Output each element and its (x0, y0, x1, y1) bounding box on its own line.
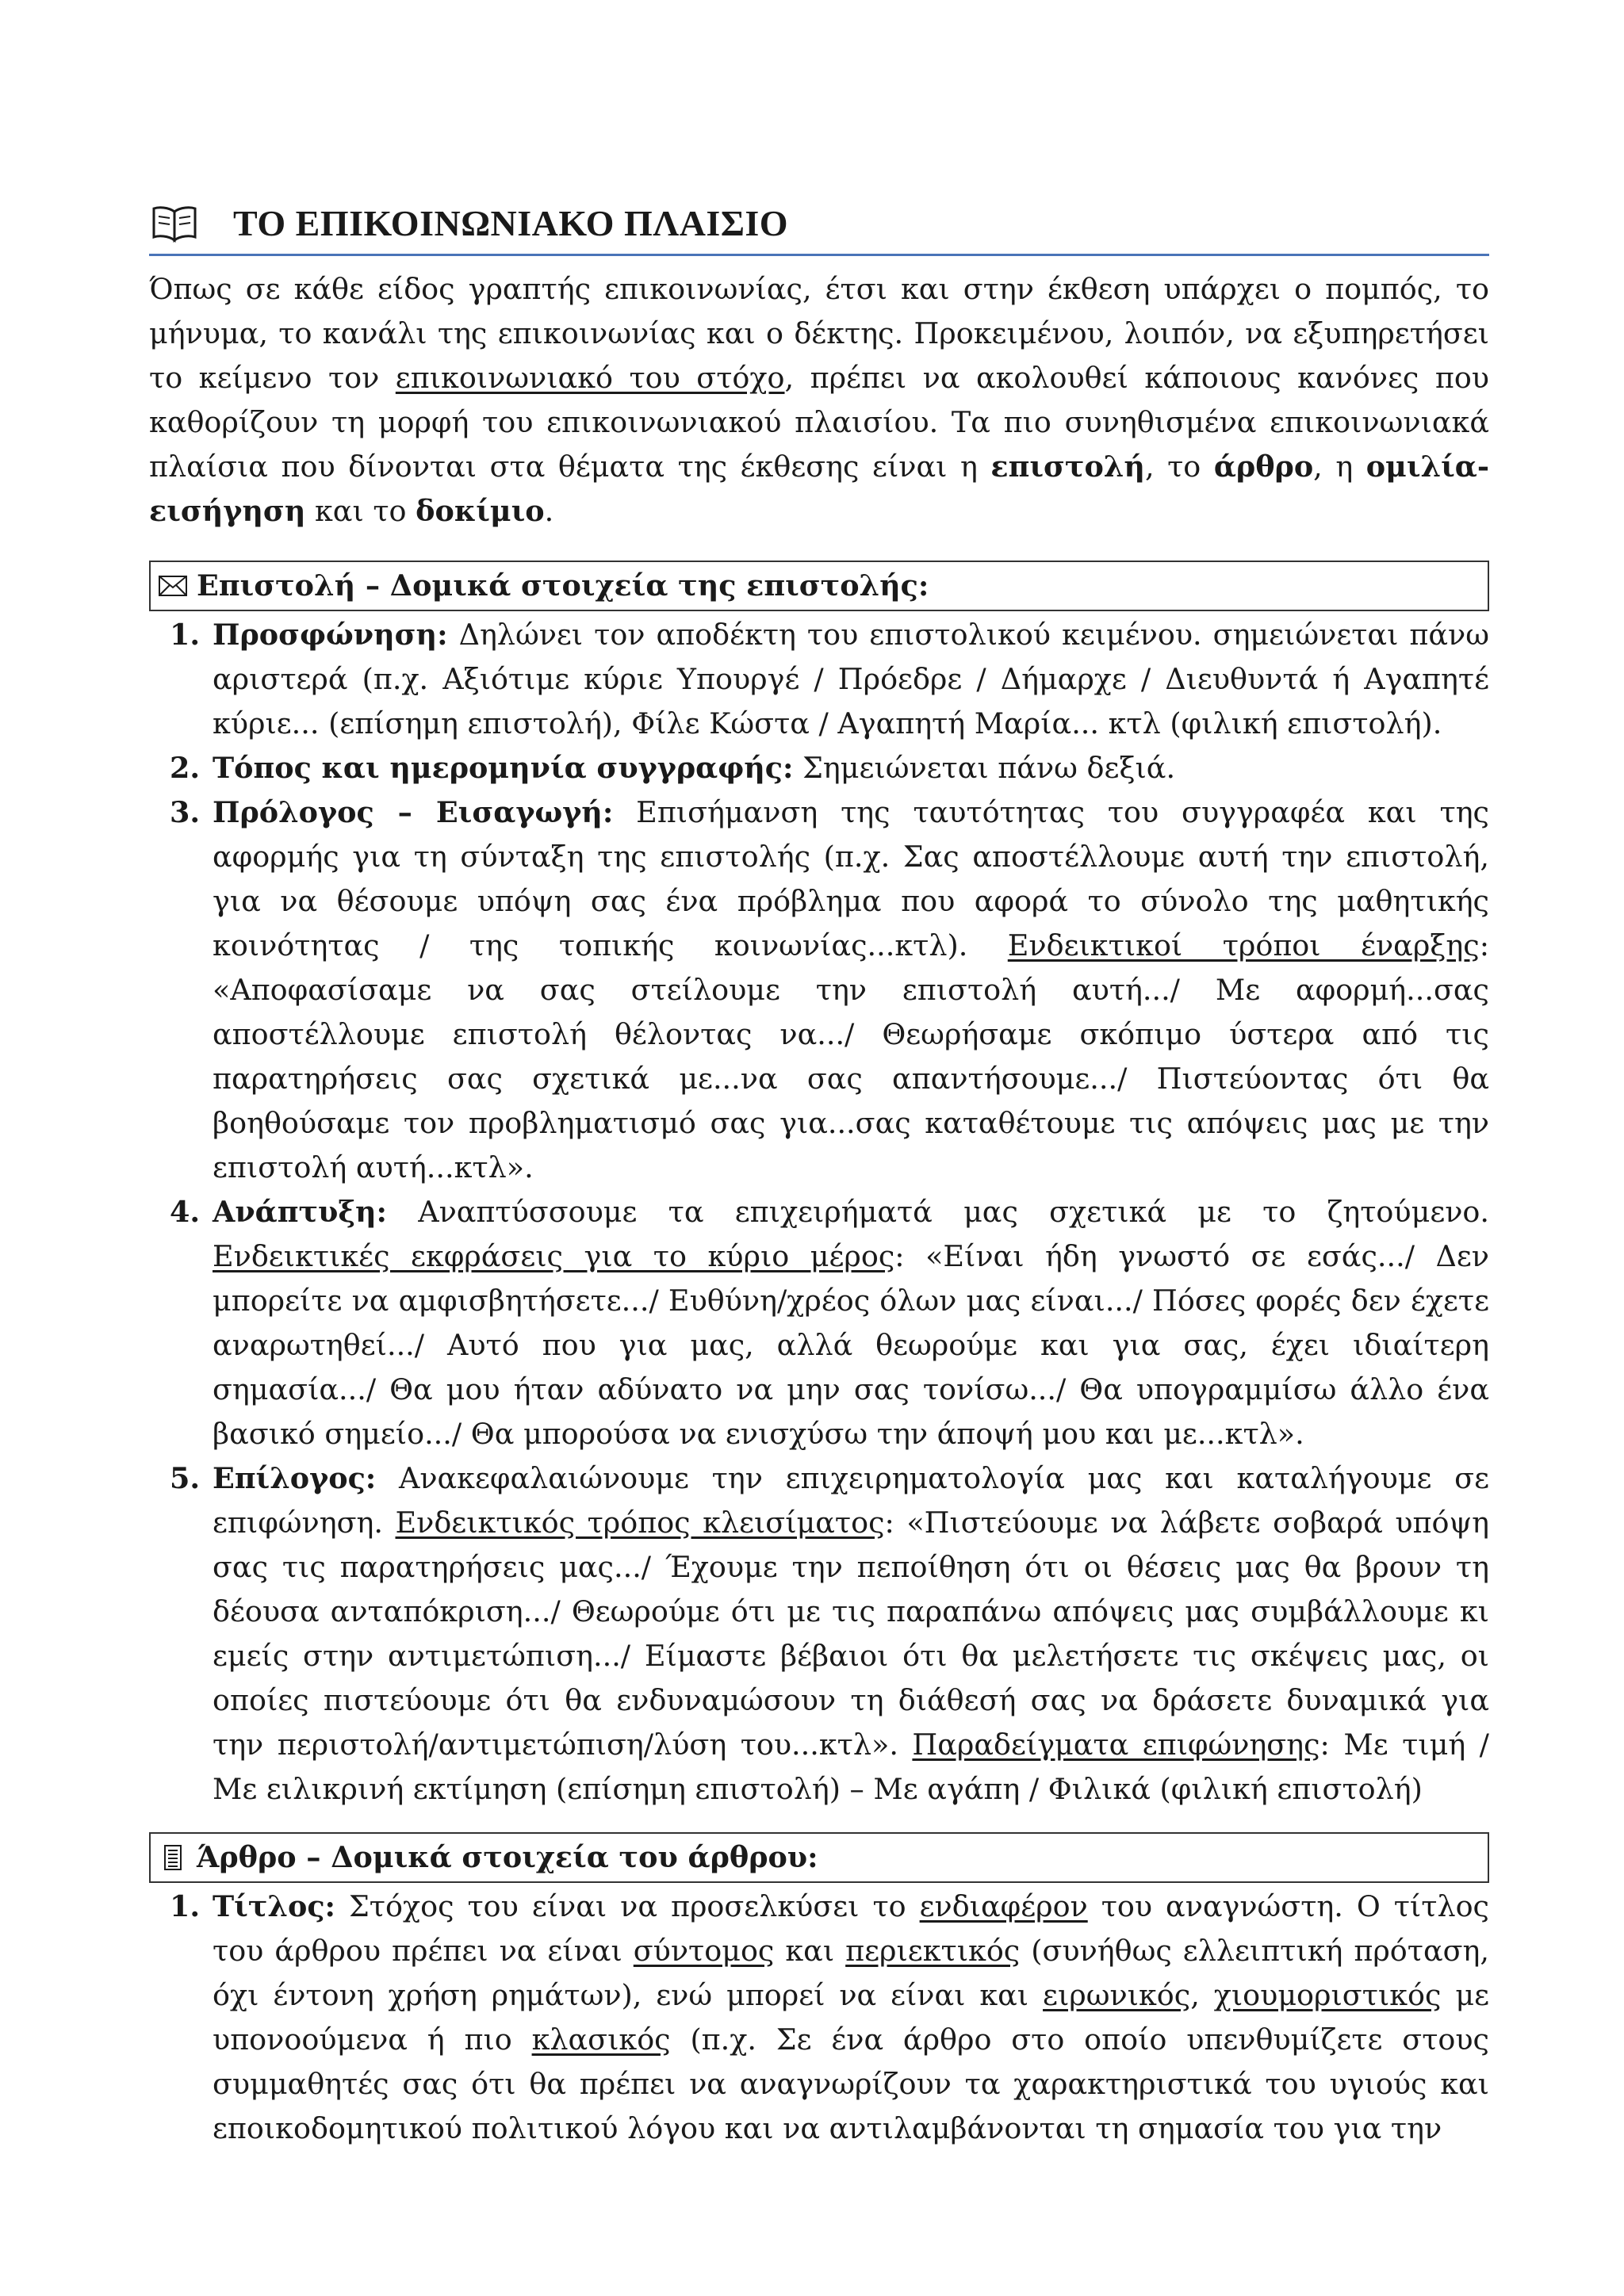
bold-term: επιστολή (990, 450, 1145, 484)
document-icon (157, 1844, 189, 1871)
section-title-row (149, 198, 1489, 256)
intro-paragraph: Όπως σε κάθε είδος γραπτής επικοινωνίας, έτσι και στην έκθεση υπάρχει ο πομπός, το μήνυμα, το κανάλι της επικοινωνίας και ο δέκτης. Προκειμένου, λοιπόν, να εξυπηρετήσει το κείμενο τον επικοινωνιακό του στόχο, πρέπει να ακολουθεί κάποιους κανόνες που καθορίζουν τη μορφή του επικοινωνιακού πλαισίου. Τα πιο συνηθισμένα επικοινωνιακά πλαίσια που δίνονται στα θέματα της έκθεσης είναι η επιστολή, το άρθρο, η ομιλία-εισήγηση και το δοκίμιο. (149, 272, 1489, 528)
bold-term: άρθρο (1213, 450, 1314, 484)
letter-section-heading (149, 561, 1489, 611)
list-item: 1. Προσφώνηση: Δηλώνει τον αποδέκτη του επιστολικού κειμένου. σημειώνεται πάνω αριστερά (π.χ. Αξιότιμε κύριε Υπουργέ / Πρόεδρε / Δήμαρχε / Διευθυντά ή Αγαπητέ κύριε... (επίσημη επιστολή), Φίλε Κώστα / Αγαπητή Μαρία... κτλ (φιλική επιστολή). (170, 618, 1489, 740)
article-elements-list (149, 1885, 1489, 2151)
bold-term: ομιλία-εισήγηση (149, 450, 1489, 528)
letter-heading-text: Επιστολή – Δομικά στοιχεία της επιστολής: (197, 568, 929, 603)
list-item: 5. Επίλογος: Ανακεφαλαιώνουμε την επιχειρηματολογία μας και καταλήγουμε σε επιφώνηση. Ενδεικτικός τρόπος κλεισίματος: «Πιστεύουμε να λάβετε σοβαρά υπόψη σας τις παρατηρήσεις μας.../ Έχουμε την πεποίθηση ότι οι θέσεις μας θα βρουν τη δέουσα ανταπόκριση.../ Θεωρούμε ότι με τις παραπάνω απόψεις μας συμβάλλουμε κι εμείς στην αντιμετώπιση.../ Είμαστε βέβαιοι ότι θα μελετήσετε τις σκέψεις μας, οι οποίες πιστεύουμε ότι θα ενδυναμώσουν τη διάθεσή σας να δράσετε δυναμικά για την περιστολή/αντιμετώπιση/λύση του...κτλ». Παραδείγματα επιφώνησης: Με τιμή / Με ειλικρινή εκτίμηση (επίσημη επιστολή) – Με αγάπη / Φιλικά (φιλική επιστολή) (170, 1461, 1489, 1806)
article-section-heading (149, 1832, 1489, 1883)
list-item: 2. Τόπος και ημερομηνία συγγραφής: Σημειώνεται πάνω δεξιά. (170, 751, 1176, 785)
list-item: 4. Ανάπτυξη: Αναπτύσσουμε τα επιχειρήματά μας σχετικά με το ζητούμενο. Ενδεικτικές εκφράσεις για το κύριο μέρος: «Είναι ήδη γνωστό σε εσάς.../ Δεν μπορείτε να αμφισβητήσετε.../ Ευθύνη/χρέος όλων μας είναι.../ Πόσες φορές δεν έχετε αναρωτηθεί.../ Αυτό που για μας, αλλά θεωρούμε και για σας, έχει ιδιαίτερη σημασία.../ Θα μου ήταν αδύνατο να μην σας τονίσω.../ Θα υπογραμμίσω άλλο ένα βασικό σημείο.../ Θα μπορούσα να ενισχύσω την άποψή μου και με...κτλ». (170, 1195, 1489, 1451)
book-icon (151, 204, 198, 243)
page-title: ΤΟ ΕΠΙΚΟΙΝΩΝΙΑΚΟ ΠΛΑΙΣΙΟ (233, 203, 789, 243)
letter-elements-list (149, 613, 1489, 1812)
list-item: 1. Τίτλος: Στόχος του είναι να προσελκύσει το ενδιαφέρον του αναγνώστη. Ο τίτλος του άρθρου πρέπει να είναι σύντομος και περιεκτικός (συνήθως ελλειπτική πρόταση, όχι έντονη χρήση ρημάτων), ενώ μπορεί να είναι και ειρωνικός, χιουμοριστικός με υπονοούμενα ή πιο κλασικός (π.χ. Σε ένα άρθρο στο οποίο υπενθυμίζετε στους συμμαθητές σας ότι θα πρέπει να αναγνωρίζουν τα χαρακτηριστικά του υγιούς και εποικοδομητικού πολιτικού λόγου και να αντιλαμβάνονται τη σημασία του για την (170, 1889, 1490, 2145)
bold-term: δοκίμιο (416, 494, 545, 528)
envelope-icon (157, 572, 189, 599)
article-heading-text: Άρθρο – Δομικά στοιχεία του άρθρου: (197, 1840, 818, 1874)
list-item: 3. Πρόλογος – Εισαγωγή: Επισήμανση της ταυτότητας του συγγραφέα και της αφορμής για τη σύνταξη της επιστολής (π.χ. Σας αποστέλλουμε αυτή την επιστολή, για να θέσουμε υπόψη σας ένα πρόβλημα που αφορά το σύνολο της μαθητικής κοινότητας / της τοπικής κοινωνίας...κτλ). Ενδεικτικοί τρόποι έναρξης: «Αποφασίσαμε να σας στείλουμε την επιστολή αυτή.../ Με αφορμή...σας αποστέλλουμε επιστολή θέλοντας να.../ Θεωρήσαμε σκόπιμο ύστερα από τις παρατηρήσεις σας σχετικά με...να σας απαντήσουμε.../ Πιστεύοντας ότι θα βοηθούσαμε τον προβληματισμό σας για...σας καταθέτουμε τις απόψεις μας με την επιστολή αυτή...κτλ». (170, 795, 1490, 1184)
underlined-phrase: επικοινωνιακό του στόχο (395, 361, 785, 395)
page-content (149, 198, 1489, 2151)
